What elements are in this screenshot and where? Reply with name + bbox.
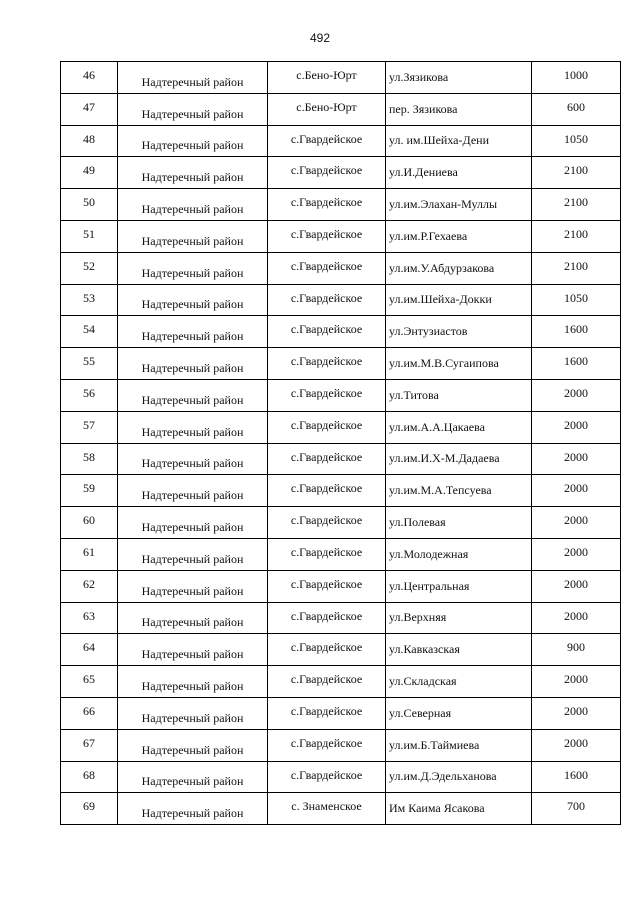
- street-cell: ул. им.Шейха-Дени: [386, 125, 532, 157]
- length-cell: 2000: [532, 570, 621, 602]
- row-number: 56: [61, 379, 118, 411]
- row-number: 53: [61, 284, 118, 316]
- street-cell: ул.им.М.В.Сугаипова: [386, 348, 532, 380]
- street-cell: ул.им.А.А.Цакаева: [386, 411, 532, 443]
- length-cell: 2100: [532, 189, 621, 221]
- row-number: 61: [61, 538, 118, 570]
- district-cell: Надтеречный район: [118, 538, 268, 570]
- village-cell: с.Гвардейское: [268, 157, 386, 189]
- length-cell: 2000: [532, 729, 621, 761]
- village-cell: с.Гвардейское: [268, 348, 386, 380]
- village-cell: с.Бено-Юрт: [268, 62, 386, 94]
- village-cell: с.Гвардейское: [268, 284, 386, 316]
- street-cell: ул.Складская: [386, 666, 532, 698]
- row-number: 63: [61, 602, 118, 634]
- length-cell: 600: [532, 93, 621, 125]
- street-cell: пер. Зязикова: [386, 93, 532, 125]
- district-cell: Надтеречный район: [118, 443, 268, 475]
- village-cell: с.Гвардейское: [268, 729, 386, 761]
- row-number: 64: [61, 634, 118, 666]
- length-cell: 700: [532, 793, 621, 825]
- district-cell: Надтеречный район: [118, 284, 268, 316]
- row-number: 60: [61, 507, 118, 539]
- district-cell: Надтеречный район: [118, 634, 268, 666]
- district-cell: Надтеречный район: [118, 62, 268, 94]
- street-cell: ул.им.Б.Таймиева: [386, 729, 532, 761]
- row-number: 69: [61, 793, 118, 825]
- row-number: 62: [61, 570, 118, 602]
- row-number: 67: [61, 729, 118, 761]
- street-cell: ул.им.Р.Гехаева: [386, 220, 532, 252]
- district-cell: Надтеречный район: [118, 666, 268, 698]
- street-cell: ул.им.М.А.Тепсуева: [386, 475, 532, 507]
- row-number: 57: [61, 411, 118, 443]
- village-cell: с.Гвардейское: [268, 570, 386, 602]
- table-row: [61, 157, 621, 189]
- row-number: 54: [61, 316, 118, 348]
- street-cell: ул.Центральная: [386, 570, 532, 602]
- table-row: [61, 443, 621, 475]
- village-cell: с.Гвардейское: [268, 125, 386, 157]
- street-cell: ул.им.Шейха-Докки: [386, 284, 532, 316]
- street-cell: ул.И.Дениева: [386, 157, 532, 189]
- street-cell: ул.Полевая: [386, 507, 532, 539]
- length-cell: 2100: [532, 252, 621, 284]
- street-cell: ул.Молодежная: [386, 538, 532, 570]
- district-cell: Надтеречный район: [118, 125, 268, 157]
- row-number: 65: [61, 666, 118, 698]
- street-cell: ул.Северная: [386, 697, 532, 729]
- district-cell: Надтеречный район: [118, 761, 268, 793]
- table-row: [61, 697, 621, 729]
- length-cell: 1000: [532, 62, 621, 94]
- length-cell: 1600: [532, 316, 621, 348]
- district-cell: Надтеречный район: [118, 475, 268, 507]
- street-cell: ул.Энтузиастов: [386, 316, 532, 348]
- district-cell: Надтеречный район: [118, 411, 268, 443]
- row-number: 47: [61, 93, 118, 125]
- table-row: [61, 252, 621, 284]
- roads-table: [60, 61, 621, 825]
- table-row: [61, 538, 621, 570]
- table-row: [61, 729, 621, 761]
- table-row: [61, 666, 621, 698]
- village-cell: с.Гвардейское: [268, 443, 386, 475]
- village-cell: с.Гвардейское: [268, 475, 386, 507]
- length-cell: 2000: [532, 697, 621, 729]
- street-cell: ул.им.Д.Эдельханова: [386, 761, 532, 793]
- length-cell: 2000: [532, 507, 621, 539]
- street-cell: ул.Кавказская: [386, 634, 532, 666]
- street-cell: ул.Верхняя: [386, 602, 532, 634]
- length-cell: 900: [532, 634, 621, 666]
- village-cell: с.Гвардейское: [268, 507, 386, 539]
- table-row: [61, 125, 621, 157]
- table-body: [61, 62, 621, 825]
- row-number: 58: [61, 443, 118, 475]
- district-cell: Надтеречный район: [118, 570, 268, 602]
- village-cell: с.Гвардейское: [268, 666, 386, 698]
- district-cell: Надтеречный район: [118, 93, 268, 125]
- street-cell: ул.им.И.Х-М.Дадаева: [386, 443, 532, 475]
- district-cell: Надтеречный район: [118, 316, 268, 348]
- village-cell: с.Гвардейское: [268, 761, 386, 793]
- table-row: [61, 507, 621, 539]
- district-cell: Надтеречный район: [118, 220, 268, 252]
- village-cell: с.Гвардейское: [268, 379, 386, 411]
- village-cell: с.Гвардейское: [268, 634, 386, 666]
- village-cell: с.Гвардейское: [268, 411, 386, 443]
- table-row: [61, 411, 621, 443]
- district-cell: Надтеречный район: [118, 379, 268, 411]
- district-cell: Надтеречный район: [118, 189, 268, 221]
- district-cell: Надтеречный район: [118, 793, 268, 825]
- table-row: [61, 316, 621, 348]
- table-row: [61, 379, 621, 411]
- row-number: 66: [61, 697, 118, 729]
- table-row: [61, 634, 621, 666]
- table-row: [61, 761, 621, 793]
- page-number: 492: [309, 31, 331, 45]
- village-cell: с.Гвардейское: [268, 316, 386, 348]
- length-cell: 2000: [532, 538, 621, 570]
- table-row: [61, 220, 621, 252]
- row-number: 49: [61, 157, 118, 189]
- row-number: 59: [61, 475, 118, 507]
- village-cell: с.Гвардейское: [268, 602, 386, 634]
- row-number: 52: [61, 252, 118, 284]
- length-cell: 2000: [532, 411, 621, 443]
- district-cell: Надтеречный район: [118, 602, 268, 634]
- row-number: 50: [61, 189, 118, 221]
- street-cell: ул.Титова: [386, 379, 532, 411]
- village-cell: с.Гвардейское: [268, 189, 386, 221]
- district-cell: Надтеречный район: [118, 507, 268, 539]
- street-cell: ул.им.У.Абдурзакова: [386, 252, 532, 284]
- length-cell: 2000: [532, 666, 621, 698]
- village-cell: с.Бено-Юрт: [268, 93, 386, 125]
- village-cell: с.Гвардейское: [268, 697, 386, 729]
- district-cell: Надтеречный район: [118, 697, 268, 729]
- table-row: [61, 284, 621, 316]
- district-cell: Надтеречный район: [118, 348, 268, 380]
- district-cell: Надтеречный район: [118, 729, 268, 761]
- table-row: [61, 93, 621, 125]
- row-number: 51: [61, 220, 118, 252]
- table-row: [61, 602, 621, 634]
- length-cell: 2000: [532, 379, 621, 411]
- table-row: [61, 348, 621, 380]
- row-number: 68: [61, 761, 118, 793]
- table-row: [61, 62, 621, 94]
- length-cell: 2000: [532, 443, 621, 475]
- length-cell: 1600: [532, 761, 621, 793]
- table-row: [61, 570, 621, 602]
- length-cell: 1600: [532, 348, 621, 380]
- length-cell: 1050: [532, 284, 621, 316]
- table-row: [61, 189, 621, 221]
- length-cell: 2000: [532, 475, 621, 507]
- street-cell: ул.Зязикова: [386, 62, 532, 94]
- village-cell: с.Гвардейское: [268, 252, 386, 284]
- length-cell: 1050: [532, 125, 621, 157]
- length-cell: 2100: [532, 157, 621, 189]
- row-number: 46: [61, 62, 118, 94]
- village-cell: с.Гвардейское: [268, 538, 386, 570]
- village-cell: с.Гвардейское: [268, 220, 386, 252]
- table-row: [61, 793, 621, 825]
- row-number: 55: [61, 348, 118, 380]
- row-number: 48: [61, 125, 118, 157]
- street-cell: Им Каима Ясакова: [386, 793, 532, 825]
- length-cell: 2100: [532, 220, 621, 252]
- table-row: [61, 475, 621, 507]
- district-cell: Надтеречный район: [118, 157, 268, 189]
- district-cell: Надтеречный район: [118, 252, 268, 284]
- street-cell: ул.им.Элахан-Муллы: [386, 189, 532, 221]
- village-cell: с. Знаменское: [268, 793, 386, 825]
- length-cell: 2000: [532, 602, 621, 634]
